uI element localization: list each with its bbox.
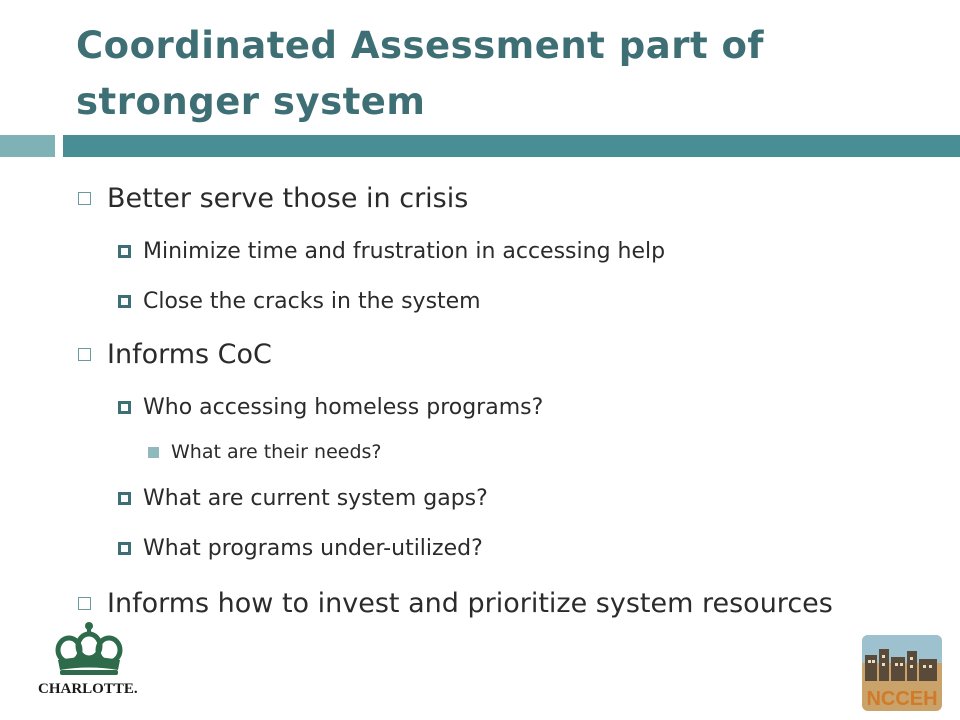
- square-bullet-icon: [118, 542, 131, 555]
- skyline-icon: [862, 635, 942, 711]
- bullet-item: [118, 390, 543, 424]
- bullet-text: Informs how to invest and prioritize system resources: [107, 587, 833, 619]
- bullet-text: Informs CoC: [107, 338, 272, 370]
- bullet-item: [78, 334, 272, 374]
- bullet-text: Close the cracks in the system: [143, 288, 481, 314]
- charlotte-wordmark: CHARLOTTE.: [38, 681, 138, 697]
- slide-title: Coordinated Assessment part of stronger system: [76, 24, 765, 123]
- hollow-square-icon: [78, 597, 91, 610]
- bullet-text: Who accessing homeless programs?: [143, 394, 544, 420]
- ncceh-wordmark: NCCEH: [866, 688, 938, 710]
- square-bullet-icon: [118, 245, 131, 258]
- filled-square-icon: [148, 447, 159, 458]
- bullet-text: Minimize time and frustration in accessing help: [143, 238, 666, 264]
- bullet-item: [148, 437, 382, 467]
- bullet-text: What are their needs?: [171, 441, 382, 463]
- crown-icon: [36, 620, 151, 700]
- ncceh-logo: [862, 635, 942, 711]
- hollow-square-icon: [78, 348, 91, 361]
- charlotte-logo: [36, 620, 151, 700]
- bullet-item: [118, 234, 665, 268]
- bullet-item: [78, 178, 468, 218]
- bullet-text: What programs under-utilized?: [143, 535, 483, 561]
- bullet-item: [118, 531, 483, 565]
- bullet-item: [118, 284, 481, 318]
- square-bullet-icon: [118, 295, 131, 308]
- hollow-square-icon: [78, 192, 91, 205]
- bullet-text: Better serve those in crisis: [107, 182, 469, 214]
- square-bullet-icon: [118, 492, 131, 505]
- square-bullet-icon: [118, 401, 131, 414]
- bullet-text: What are current system gaps?: [143, 485, 488, 511]
- bullet-item: [118, 481, 488, 515]
- bullet-item: [78, 583, 833, 623]
